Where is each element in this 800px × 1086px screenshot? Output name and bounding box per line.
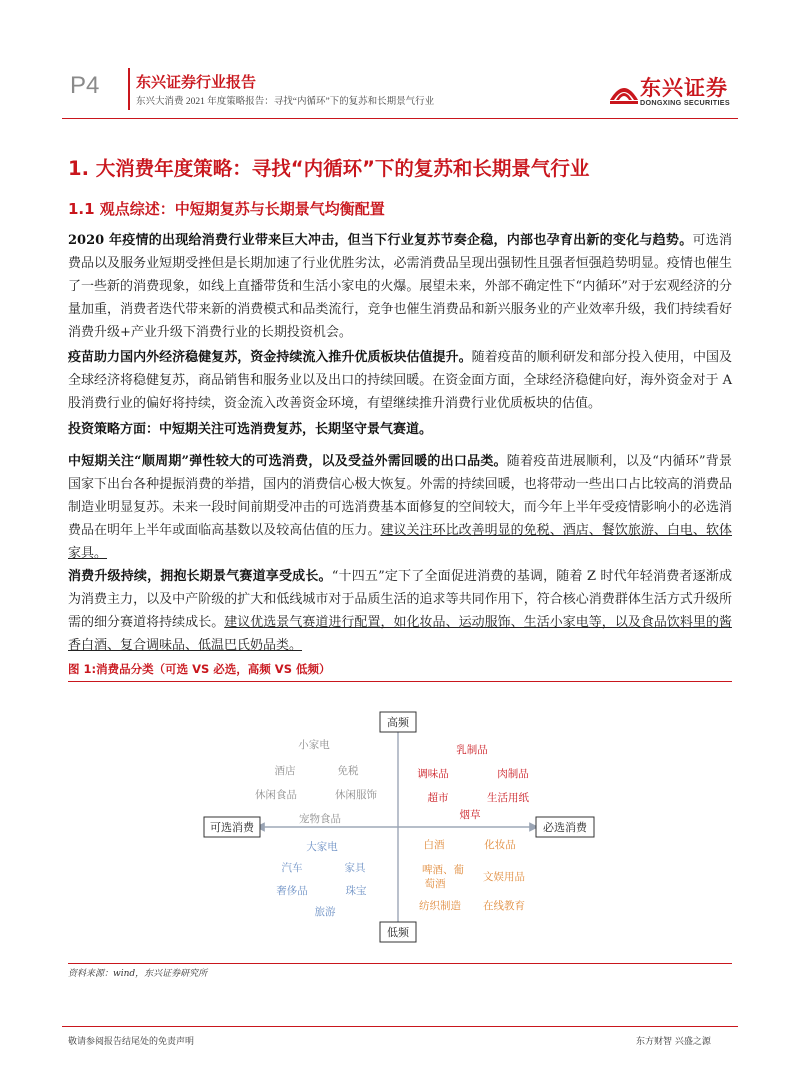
item-meat-product: 肉制品 <box>497 768 529 780</box>
item-online-education: 在线教育 <box>483 900 525 912</box>
svg-text:必选消费: 必选消费 <box>543 821 587 834</box>
axis-label-top <box>380 712 416 732</box>
item-beer-wine-cont: 萄酒 <box>424 878 446 890</box>
paragraph-long-term <box>68 565 732 657</box>
footer-rule <box>62 1026 738 1027</box>
svg-text:可选消费: 可选消费 <box>210 821 254 834</box>
item-furniture: 家具 <box>344 862 366 874</box>
report-title: 东兴证券行业报告 <box>136 74 257 91</box>
paragraph-overview <box>68 229 732 344</box>
item-pet-food: 宠物食品 <box>299 813 341 825</box>
paragraph-strategy <box>68 418 732 441</box>
item-baijiu: 白酒 <box>423 839 445 851</box>
item-cosmetics: 化妆品 <box>484 839 516 851</box>
section-heading: 1. 大消费年度策略：寻找“内循环”下的复苏和长期景气行业 <box>68 157 590 180</box>
item-travel: 旅游 <box>314 906 336 918</box>
source-rule <box>68 963 732 964</box>
paragraph-body: 随着疫苗的顺利研发和部分投入使用，中国及全球经济将稳健复苏，商品销售和服务业以及出口的持续回暖。在资金面方面，全球经济稳健向好，海外资金对于 A 股消费行业的偏好将持续，资金流入改善资金环境，有望继续推升消费行业优质板块的估值。 <box>68 350 732 411</box>
item-condiment: 调味品 <box>417 768 449 780</box>
figure-source: 资料来源：wind，东兴证券研究所 <box>68 969 208 979</box>
item-tissue: 生活用纸 <box>487 792 529 804</box>
paragraph-lead: 投资策略方面：中短期关注可选消费复苏，长期坚守景气赛道。 <box>68 422 433 437</box>
item-small-appliance: 小家电 <box>298 739 330 751</box>
consumer-goods-quadrant-diagram <box>68 690 732 960</box>
svg-text:高频: 高频 <box>387 716 409 729</box>
paragraph-lead: 疫苗助力国内外经济稳健复苏，资金持续流入推升优质板块估值提升。 <box>68 350 472 365</box>
page-number: P4 <box>70 72 100 99</box>
footer-slogan: 东方财智 兴盛之源 <box>636 1037 711 1047</box>
item-stationery: 文娱用品 <box>483 871 525 883</box>
paragraph-body: “十四五”定下了全面促进消费的基调，随着 Z 时代年轻消费者逐渐成为消费主力，以及中产阶级的扩大和低线城市对于品质生活的追求等共同作用下，符合核心消费群体生活方式升级所需的细分赛道将持续成长。 <box>68 569 732 630</box>
paragraph-recommendation: 建议关注环比改善明显的免税、酒店、餐饮旅游、白电、软体家具。 <box>68 523 732 561</box>
svg-text:低频: 低频 <box>387 926 409 939</box>
figure-rule <box>68 681 732 682</box>
paragraph-recommendation: 建议优选景气赛道进行配置，如化妆品、运动服饰、生活小家电等，以及食品饮料里的酱香白酒、复合调味品、低温巴氏奶品类。 <box>68 615 732 653</box>
paragraph-lead: 消费升级持续，拥抱长期景气赛道享受成长。 <box>68 569 332 584</box>
axis-label-left <box>204 817 260 837</box>
paragraph-lead: 2020 年疫情的出现给消费行业带来巨大冲击，但当下行业复苏节奏企稳，内部也孕育出新的变化与趋势。 <box>68 233 693 248</box>
paragraph-body: 随着疫苗进展顺利，以及“内循环”背景国家下出台各种提振消费的举措，国内的消费信心极大恢复。外需的持续回暖，也将带动一些出口占比较高的消费品制造业明显复苏。未来一段时间前期受冲击的可选消费基本面修复的空间较大，而今年上半年受疫情影响小的必选消费品在明年上半年或面临高基数以及较高估值的压力。 <box>68 454 732 538</box>
item-hotel: 酒店 <box>274 765 296 777</box>
item-supermarket: 超市 <box>427 792 449 804</box>
logo-text-cn: 东兴证券 <box>640 77 728 100</box>
item-casual-wear: 休闲服饰 <box>335 789 377 801</box>
item-tobacco: 烟草 <box>459 809 481 821</box>
paragraph-short-term <box>68 450 732 565</box>
item-snack-food: 休闲食品 <box>255 789 297 801</box>
report-subtitle: 东兴大消费 2021 年度策略报告：寻找“内循环”下的复苏和长期景气行业 <box>136 97 435 107</box>
item-major-appliance: 大家电 <box>306 841 338 853</box>
paragraph-body: 可选消费品以及服务业短期受挫但是长期加速了行业优胜劣汰，必需消费品呈现出强韧性且强者恒强趋势明显。疫情也催生了一些新的消费现象，如线上直播带货和生活小家电的火爆。展望未来，外部不确定性下“内循环”对于宏观经济的分量加重，消费者迭代带来新的消费模式和品类流行，竞争也催生消费品和新兴服务业的产业效率升级，我们持续看好消费升级+产业升级下消费行业的长期投资机会。 <box>68 233 732 340</box>
item-dairy: 乳制品 <box>456 744 488 756</box>
header-divider <box>128 68 130 110</box>
figure-title: 图 1:消费品分类（可选 VS 必选，高频 VS 低频） <box>68 662 331 676</box>
paragraph-vaccine <box>68 346 732 415</box>
item-auto: 汽车 <box>281 862 303 874</box>
axis-label-bottom <box>380 922 416 942</box>
paragraph-lead: 中短期关注“顺周期”弹性较大的可选消费，以及受益外需回暖的出口品类。 <box>68 454 507 469</box>
logo-text-en: DONGXING SECURITIES <box>640 98 730 107</box>
item-duty-free: 免税 <box>337 765 359 777</box>
item-jewelry: 珠宝 <box>345 885 367 897</box>
footer-disclaimer: 敬请参阅报告结尾处的免责声明 <box>68 1037 195 1047</box>
header-rule <box>62 118 738 119</box>
subsection-heading: 1.1 观点综述：中短期复苏与长期景气均衡配置 <box>68 200 385 218</box>
item-beer-wine: 啤酒、葡 <box>422 864 464 876</box>
item-luxury: 奢侈品 <box>276 885 308 897</box>
item-textile: 纺织制造 <box>419 900 461 912</box>
axis-label-right <box>536 817 594 837</box>
